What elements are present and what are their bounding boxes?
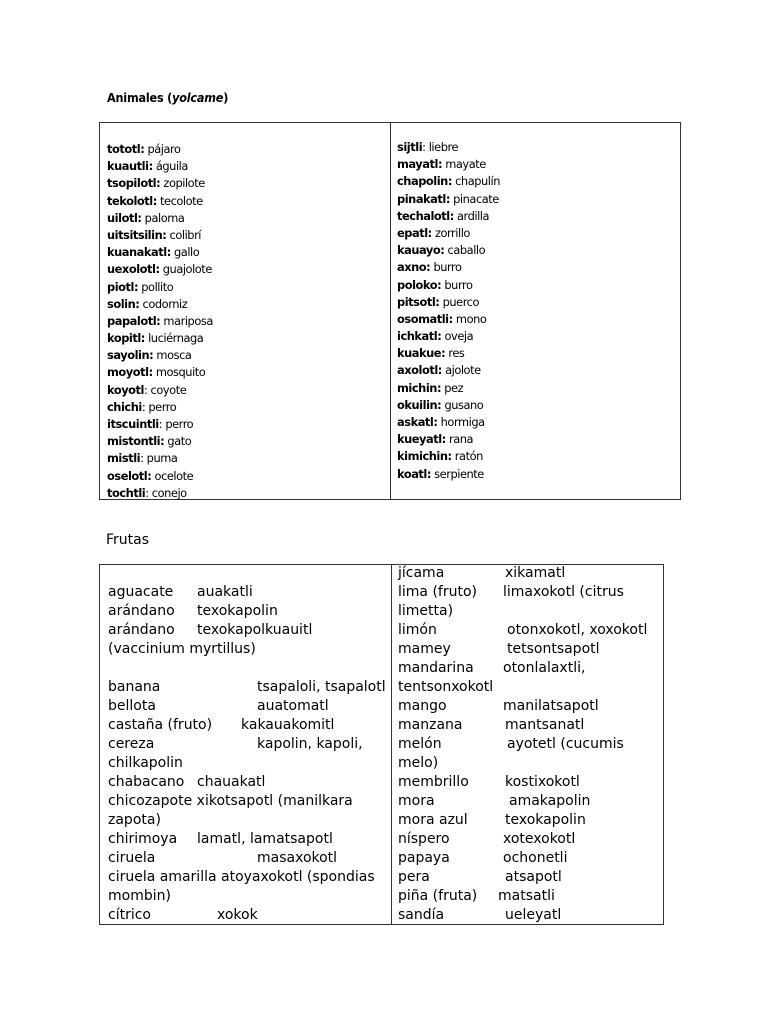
fruit-text: melón — [398, 736, 442, 752]
animal-entry — [107, 141, 213, 158]
animal-spanish-meaning: codorniz — [139, 296, 188, 311]
animal-nahuatl-term: tsopilotl: — [107, 176, 161, 191]
animals-title-suffix: ) — [223, 90, 229, 105]
animal-nahuatl-term: pitsotl: — [397, 294, 440, 309]
animal-entry — [397, 242, 500, 259]
fruit-text: chicozapote xikotsapotl (manilkara — [108, 793, 353, 809]
fruit-text: matsatli — [498, 888, 555, 904]
fruit-text: limetta) — [398, 603, 454, 619]
animal-entry — [397, 328, 500, 345]
animal-entry — [107, 244, 213, 261]
animal-entry — [107, 261, 213, 278]
fruit-text: banana — [108, 679, 161, 695]
fruit-text: kapolin, kapoli, — [257, 736, 363, 752]
animal-spanish-meaning: rana — [445, 432, 474, 447]
animals-right-column — [397, 139, 500, 483]
fruit-text: mora azul — [398, 812, 468, 828]
animal-spanish-meaning: serpiente — [431, 466, 484, 481]
animal-nahuatl-term: epatl: — [397, 225, 432, 240]
animal-spanish-meaning: zorrillo — [431, 225, 470, 240]
animal-entry — [397, 466, 500, 483]
animal-spanish-meaning: gato — [164, 434, 192, 449]
fruit-text: chabacano — [108, 774, 185, 790]
fruit-text: arándano — [108, 622, 175, 638]
animal-entry — [397, 311, 500, 328]
fruit-text: lima (fruto) — [398, 584, 477, 600]
animal-spanish-meaning: ajolote — [441, 363, 481, 378]
fruit-text: mora — [398, 793, 435, 809]
animal-spanish-meaning: guajolote — [159, 262, 212, 277]
animal-nahuatl-term: askatl: — [397, 415, 438, 429]
fruit-text: ochonetli — [503, 850, 568, 866]
fruit-text: pera — [398, 869, 430, 885]
animal-nahuatl-term: tekolotl: — [107, 193, 157, 208]
animal-entry — [107, 364, 213, 381]
animal-entry — [397, 156, 500, 173]
animal-entry — [107, 193, 213, 210]
animal-entry — [397, 191, 500, 208]
fruit-text: otonlalaxtli, — [503, 660, 586, 676]
animal-entry — [397, 294, 500, 311]
fruit-text: texokapolin — [505, 812, 586, 828]
fruit-text: atsapotl — [505, 869, 562, 885]
animal-nahuatl-term: moyotl: — [107, 365, 153, 380]
animal-spanish-meaning: : conejo — [145, 485, 187, 500]
animal-nahuatl-term: itscuintli — [107, 417, 159, 431]
animal-nahuatl-term: koyotl — [107, 382, 144, 397]
animals-left-column — [107, 141, 213, 502]
animal-spanish-meaning: paloma — [141, 210, 185, 225]
fruit-text: manzana — [398, 717, 463, 733]
fruit-text: mombin) — [108, 888, 171, 904]
animals-title-italic: yolcame — [172, 90, 224, 105]
animal-nahuatl-term: axolotl: — [397, 363, 442, 378]
animal-spanish-meaning: : liebre — [422, 140, 459, 154]
animal-spanish-meaning: gallo — [170, 245, 200, 260]
animal-spanish-meaning: mosca — [153, 348, 192, 363]
animal-spanish-meaning: res — [445, 346, 465, 361]
animal-entry — [397, 173, 500, 190]
animal-nahuatl-term: sijtli — [397, 140, 423, 154]
fruit-text: jícama — [398, 565, 445, 581]
fruit-text: cereza — [108, 736, 155, 752]
fruit-text: arándano — [108, 603, 175, 619]
animal-nahuatl-term: mistontli: — [107, 434, 165, 449]
animal-spanish-meaning: hormiga — [437, 415, 485, 429]
animal-spanish-meaning: : puma — [140, 451, 178, 466]
animal-entry — [107, 227, 213, 244]
animal-nahuatl-term: solin: — [107, 296, 140, 311]
fruits-table — [99, 564, 664, 925]
fruits-section-title: Frutas — [106, 532, 150, 548]
fruit-text: auatomatl — [257, 698, 329, 714]
fruit-text: kakauakomitl — [241, 717, 335, 733]
fruit-text: mango — [398, 698, 447, 714]
animal-nahuatl-term: tototl: — [107, 142, 145, 156]
fruit-text: ciruela — [108, 850, 156, 866]
fruit-text: ciruela amarilla atoyaxokotl (spondias — [108, 869, 375, 885]
fruit-text: melo) — [398, 755, 439, 771]
animal-entry — [107, 416, 213, 433]
animal-spanish-meaning: pez — [441, 380, 464, 395]
animal-entry — [397, 259, 500, 276]
animal-entry — [397, 362, 500, 379]
fruit-text: castaña (fruto) — [108, 717, 213, 733]
animal-nahuatl-term: tochtli — [107, 485, 146, 500]
animal-entry — [397, 397, 500, 414]
animal-entry — [397, 139, 500, 156]
fruit-text: piña (fruta) — [398, 888, 478, 904]
animal-entry — [107, 296, 213, 313]
animal-nahuatl-term: uitsitsilin: — [107, 227, 167, 242]
animal-nahuatl-term: kuautli: — [107, 159, 153, 174]
animal-spanish-meaning: luciérnaga — [144, 331, 204, 346]
fruit-text: ueleyatl — [505, 907, 562, 923]
animal-nahuatl-term: axno: — [397, 260, 431, 275]
fruit-text: xotexokotl — [503, 831, 576, 847]
animal-nahuatl-term: chapolin: — [397, 174, 452, 189]
fruits-right-column — [391, 565, 663, 924]
animal-spanish-meaning: ocelote — [151, 468, 194, 483]
animal-spanish-meaning: ardilla — [453, 208, 490, 223]
animal-entry — [397, 277, 500, 294]
animal-spanish-meaning: mayate — [442, 157, 486, 172]
animal-nahuatl-term: mistli — [107, 451, 141, 466]
animal-entry — [397, 345, 500, 362]
fruit-text: masaxokotl — [257, 850, 338, 866]
fruit-text: (vaccinium myrtillus) — [108, 641, 256, 657]
animal-entry — [107, 382, 213, 399]
animal-entry — [397, 208, 500, 225]
animal-entry — [107, 485, 213, 502]
animal-nahuatl-term: piotl: — [107, 279, 139, 294]
fruit-text: xikamatl — [505, 565, 566, 581]
animal-spanish-meaning: mono — [452, 311, 487, 326]
animal-entry — [397, 431, 500, 448]
fruit-text: sandía — [398, 907, 445, 923]
animal-nahuatl-term: kuakue: — [397, 346, 446, 361]
animal-spanish-meaning: tecolote — [156, 193, 203, 208]
animal-nahuatl-term: techalotl: — [397, 208, 454, 223]
animal-entry — [107, 313, 213, 330]
fruit-text: cítrico — [108, 907, 151, 923]
animal-spanish-meaning: burro — [441, 277, 473, 292]
animal-spanish-meaning: burro — [430, 260, 462, 275]
animal-nahuatl-term: chichi — [107, 399, 142, 414]
animal-entry — [397, 380, 500, 397]
animal-spanish-meaning: pinacate — [449, 191, 499, 206]
animal-entry — [107, 399, 213, 416]
animal-spanish-meaning: colibrí — [166, 227, 202, 242]
animals-title-prefix: Animales ( — [107, 90, 173, 105]
animal-spanish-meaning: : perro — [158, 417, 194, 431]
fruit-text: bellota — [108, 698, 156, 714]
animals-section-title — [107, 90, 228, 105]
fruit-text: níspero — [398, 831, 450, 847]
animal-spanish-meaning: ratón — [451, 449, 483, 464]
animal-nahuatl-term: kauayo: — [397, 243, 445, 258]
fruits-left-column — [100, 565, 391, 924]
fruit-text: xokok — [217, 907, 258, 923]
animal-spanish-meaning: pájaro — [144, 142, 181, 156]
animal-nahuatl-term: okuilin: — [397, 397, 442, 412]
animal-spanish-meaning: gusano — [441, 397, 484, 412]
animal-nahuatl-term: uilotl: — [107, 210, 142, 225]
animal-nahuatl-term: michin: — [397, 380, 442, 395]
fruit-text: membrillo — [398, 774, 469, 790]
animal-spanish-meaning: caballo — [444, 243, 486, 258]
fruit-text: limaxokotl (citrus — [503, 584, 624, 600]
fruit-text: chauakatl — [197, 774, 266, 790]
animal-spanish-meaning: chapulín — [451, 174, 500, 189]
animal-entry — [107, 468, 213, 485]
fruit-text: chirimoya — [108, 831, 178, 847]
animal-spanish-meaning: puerco — [439, 294, 480, 309]
fruit-text: chilkapolin — [108, 755, 183, 771]
animal-nahuatl-term: oselotl: — [107, 468, 152, 483]
animal-entry — [107, 158, 213, 175]
animals-table — [99, 122, 681, 500]
animal-nahuatl-term: papalotl: — [107, 313, 161, 328]
animal-entry — [397, 414, 500, 431]
animal-nahuatl-term: kopitl: — [107, 331, 145, 346]
fruit-text: mamey — [398, 641, 451, 657]
animal-entry — [107, 433, 213, 450]
fruit-text: papaya — [398, 850, 450, 866]
fruit-text: tentsonxokotl — [398, 679, 494, 695]
animal-spanish-meaning: : perro — [141, 399, 177, 414]
fruit-text: manilatsapotl — [503, 698, 599, 714]
animal-nahuatl-term: poloko: — [397, 277, 442, 292]
fruit-text: texokapolin — [197, 603, 278, 619]
animal-entry — [397, 225, 500, 242]
fruit-text: mandarina — [398, 660, 474, 676]
animal-entry — [107, 330, 213, 347]
animal-spanish-meaning: águila — [152, 159, 188, 174]
fruit-text: amakapolin — [509, 793, 591, 809]
fruit-text: otonxokotl, xoxokotl — [507, 622, 648, 638]
fruit-text: kostixokotl — [505, 774, 580, 790]
animals-table-divider — [390, 123, 391, 499]
animal-nahuatl-term: uexolotl: — [107, 262, 160, 277]
animal-nahuatl-term: mayatl: — [397, 157, 443, 172]
animal-entry — [397, 448, 500, 465]
fruit-text: limón — [398, 622, 437, 638]
animal-entry — [107, 175, 213, 192]
fruit-text: mantsanatl — [505, 717, 585, 733]
animal-spanish-meaning: : coyote — [144, 382, 187, 397]
animal-entry — [107, 279, 213, 296]
fruit-text: zapota) — [108, 812, 161, 828]
fruit-text: ayotetl (cucumis — [507, 736, 624, 752]
animal-spanish-meaning: oveja — [441, 329, 474, 344]
fruit-text: lamatl, lamatsapotl — [197, 831, 333, 847]
animal-nahuatl-term: sayolin: — [107, 348, 154, 363]
animal-spanish-meaning: zopilote — [160, 176, 205, 191]
animal-nahuatl-term: osomatli: — [397, 311, 453, 326]
fruit-text: tsapaloli, tsapalotl — [257, 679, 386, 695]
animal-nahuatl-term: kuanakatl: — [107, 245, 171, 260]
animal-nahuatl-term: koatl: — [397, 466, 431, 481]
fruit-text: aguacate — [108, 584, 174, 600]
animal-entry — [107, 450, 213, 467]
animal-entry — [107, 347, 213, 364]
fruit-text: texokapolkuauitl — [197, 622, 313, 638]
animal-entry — [107, 210, 213, 227]
animal-spanish-meaning: mariposa — [160, 313, 213, 328]
fruit-text: tetsontsapotl — [507, 641, 600, 657]
animal-spanish-meaning: mosquito — [152, 365, 206, 380]
animal-nahuatl-term: pinakatl: — [397, 191, 450, 206]
animal-nahuatl-term: kueyatl: — [397, 432, 446, 447]
animal-nahuatl-term: ichkatl: — [397, 329, 442, 344]
animal-nahuatl-term: kimichin: — [397, 449, 452, 464]
fruit-text: auakatli — [197, 584, 253, 600]
animal-spanish-meaning: pollito — [138, 279, 174, 294]
